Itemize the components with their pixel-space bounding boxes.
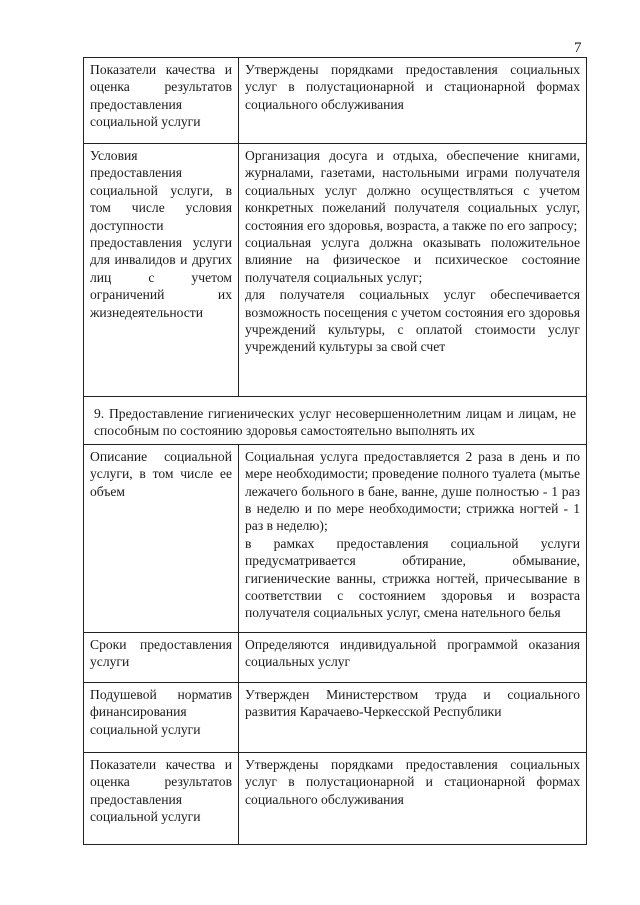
row-label: Показатели качества и оценка результатов предоставления социальной услуги [84, 752, 239, 844]
row-value-paragraph: Утвержден Министерством труда и социального развития Карачаево-Черкесской Республики [245, 686, 580, 720]
row-value [239, 752, 587, 844]
row-value-paragraph: Утверждены порядками предоставления социальных услуг в полустационарной и стационарной формах социального обслуживания [245, 756, 580, 807]
table-row-description [84, 444, 587, 632]
row-value-paragraph: социальная услуга должна оказывать положительное влияние на физическое и психическое состояние получателя социальных услуг; [245, 235, 580, 285]
row-label: Описание социальной услуги, в том числе ее объем [84, 444, 239, 632]
row-value-paragraph: для получателя социальных услуг обеспечивается возможность посещения с учетом состояния его здоровья учреждений культуры, с оплатой стоимости услуг учреждений культуры за свой счет [245, 287, 580, 355]
row-value [239, 682, 587, 752]
row-value-paragraph: Определяются индивидуальной программой оказания социальных услуг [245, 636, 580, 670]
row-label: Сроки предоставления услуги [84, 632, 239, 682]
row-label: Показатели качества и оценка результатов предоставления социальной услуги [84, 58, 239, 144]
table-row-financing [84, 682, 587, 752]
row-label: Подушевой норматив финансирования социальной услуги [84, 682, 239, 752]
row-value [239, 632, 587, 682]
section-heading-row [84, 397, 587, 445]
table-row-terms [84, 632, 587, 682]
table-row-quality-indicators [84, 58, 587, 144]
row-value-paragraph: в рамках предоставления социальной услуги предусматривается обтирание, обмывание, гигиенические ванны, стрижка ногтей, причесывание в соответствии с состоянием здоровья и возраста получателя социальных услуг, смена нательного белья [245, 535, 580, 621]
section-title: 9. Предоставление гигиенических услуг несовершеннолетним лицам и лицам, не способным по состоянию здоровья самостоятельно выполнять их [84, 397, 587, 445]
row-value [239, 58, 587, 144]
row-value [239, 444, 587, 632]
table-row-quality-indicators [84, 752, 587, 844]
services-table [83, 57, 587, 845]
row-value [239, 144, 587, 397]
row-value-paragraph: Социальная услуга предоставляется 2 раза в день и по мере необходимости; проведение полного туалета (мытье лежачего больного в бане, ванне, душе полностью - 1 раз в неделю и по мере необходимости; стрижка ногтей - 1 раз в неделю); [245, 448, 580, 534]
row-label: Условия предоставления социальной услуги, в том числе условия доступности предоставления услуги для инвалидов и других лиц с учетом ограничений их жизнедеятельности [84, 144, 239, 397]
row-value-paragraph: Утверждены порядками предоставления социальных услуг в полустационарной и стационарной формах социального обслуживания [245, 62, 580, 112]
page-number: 7 [574, 40, 582, 56]
row-value-paragraph: Организация досуга и отдыха, обеспечение книгами, журналами, газетами, настольными играми получателя социальных услуг должно осуществляться с учетом конкретных пожеланий получателя социальных услуг, состояния его здоровья, возраста, а также по его запросу; [245, 148, 580, 233]
table-row-conditions [84, 144, 587, 397]
